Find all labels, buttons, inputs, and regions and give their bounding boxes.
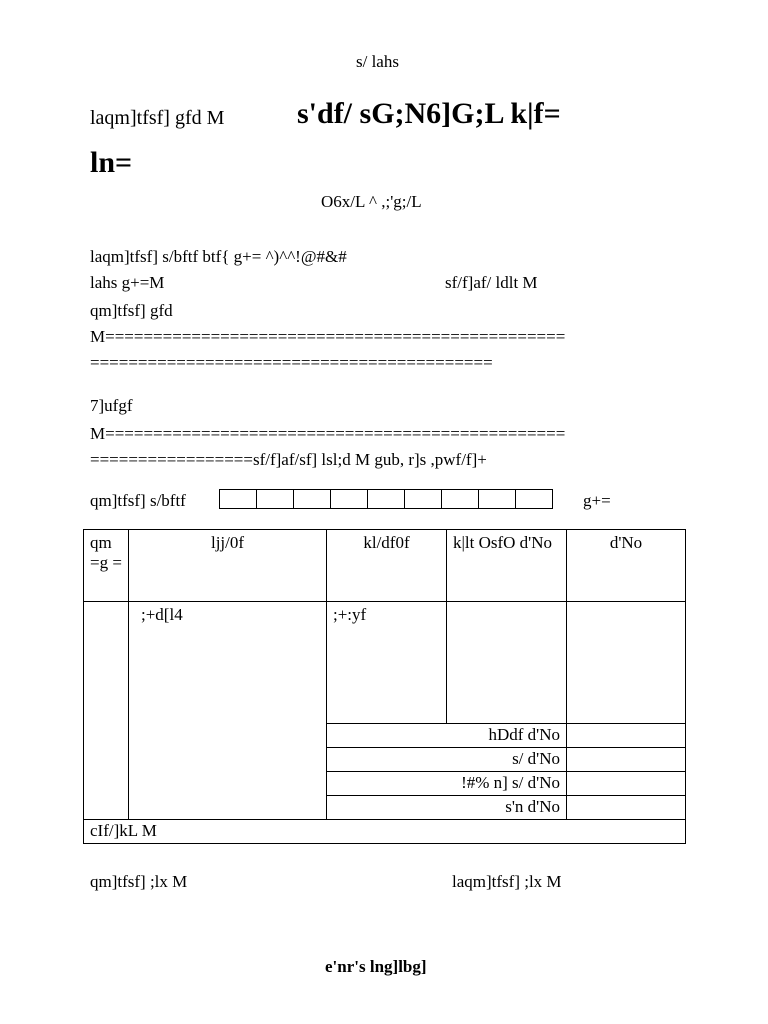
pan-digit-box[interactable] <box>330 489 368 509</box>
total-label: hDdf d'No <box>327 724 567 748</box>
bill-number: lahs g+=M <box>90 273 165 292</box>
pan-digit-box[interactable] <box>256 489 294 509</box>
buyer-name-label: qm]tfsf] gfd <box>90 301 173 320</box>
footer-note: e'nr's lng]lbg] <box>325 957 427 976</box>
transaction-date: sf/f]af/ ldlt M <box>445 273 538 292</box>
vat-label: !#% n] s/ d'No <box>327 772 567 796</box>
company-title: s'df/ sG;N6]G;L k|f= <box>297 97 561 130</box>
pan-digit-box[interactable] <box>367 489 405 509</box>
buyer-name-fill: M================================================ <box>90 327 566 346</box>
total-value <box>567 724 686 748</box>
tax-label: s/ d'No <box>327 748 567 772</box>
serial-cell <box>84 602 129 820</box>
header-quantity: kl/df0f <box>327 530 447 602</box>
company-title-suffix: ln= <box>90 146 133 179</box>
item-description: ;+d[l4 <box>129 602 327 820</box>
document-top-label: s/ lahs <box>356 52 399 71</box>
company-address: O6x/L ^ ,;'g;/L <box>321 192 422 211</box>
header-amount: d'No <box>567 530 686 602</box>
org-label: laqm]tfsf] gfd M <box>90 107 225 129</box>
grand-total-label: s'n d'No <box>327 796 567 820</box>
pan-digit-box[interactable] <box>404 489 442 509</box>
header-unit-price: k|lt OsfO d'No <box>447 530 567 602</box>
pan-digit-box[interactable] <box>478 489 516 509</box>
pan-digit-box[interactable] <box>219 489 257 509</box>
pan-digit-box[interactable] <box>293 489 331 509</box>
header-serial: qm =g = <box>84 530 129 602</box>
address-fill: M================================================ <box>90 424 566 443</box>
buyer-signature: qm]tfsf] ;lx M <box>90 872 188 891</box>
pan-digit-box[interactable] <box>515 489 553 509</box>
invoice-table <box>83 529 686 844</box>
seller-pan-line: laqm]tfsf] s/bftf btf{ g+= ^)^^!@#&# <box>90 247 347 266</box>
buyer-name-fill-continued: ========================================== <box>90 353 493 372</box>
buyer-pan-boxes[interactable] <box>219 489 553 509</box>
pan-digit-box[interactable] <box>441 489 479 509</box>
item-quantity: ;+:yf <box>327 602 447 724</box>
payment-method-line: =================sf/f]af/sf] lsl;d M gub, r]s ,pwf/f]+ <box>90 450 487 469</box>
seller-signature: laqm]tfsf] ;lx M <box>452 872 562 891</box>
header-description: ljj/0f <box>129 530 327 602</box>
amount-in-words: cIf/]kL M <box>84 820 686 844</box>
item-amount <box>567 602 686 724</box>
address-label: 7]ufgf <box>90 396 133 415</box>
grand-total-value <box>567 796 686 820</box>
item-unit-price <box>447 602 567 724</box>
buyer-pan-suffix: g+= <box>583 491 611 510</box>
vat-value <box>567 772 686 796</box>
buyer-pan-label: qm]tfsf] s/bftf <box>90 491 186 510</box>
tax-value <box>567 748 686 772</box>
